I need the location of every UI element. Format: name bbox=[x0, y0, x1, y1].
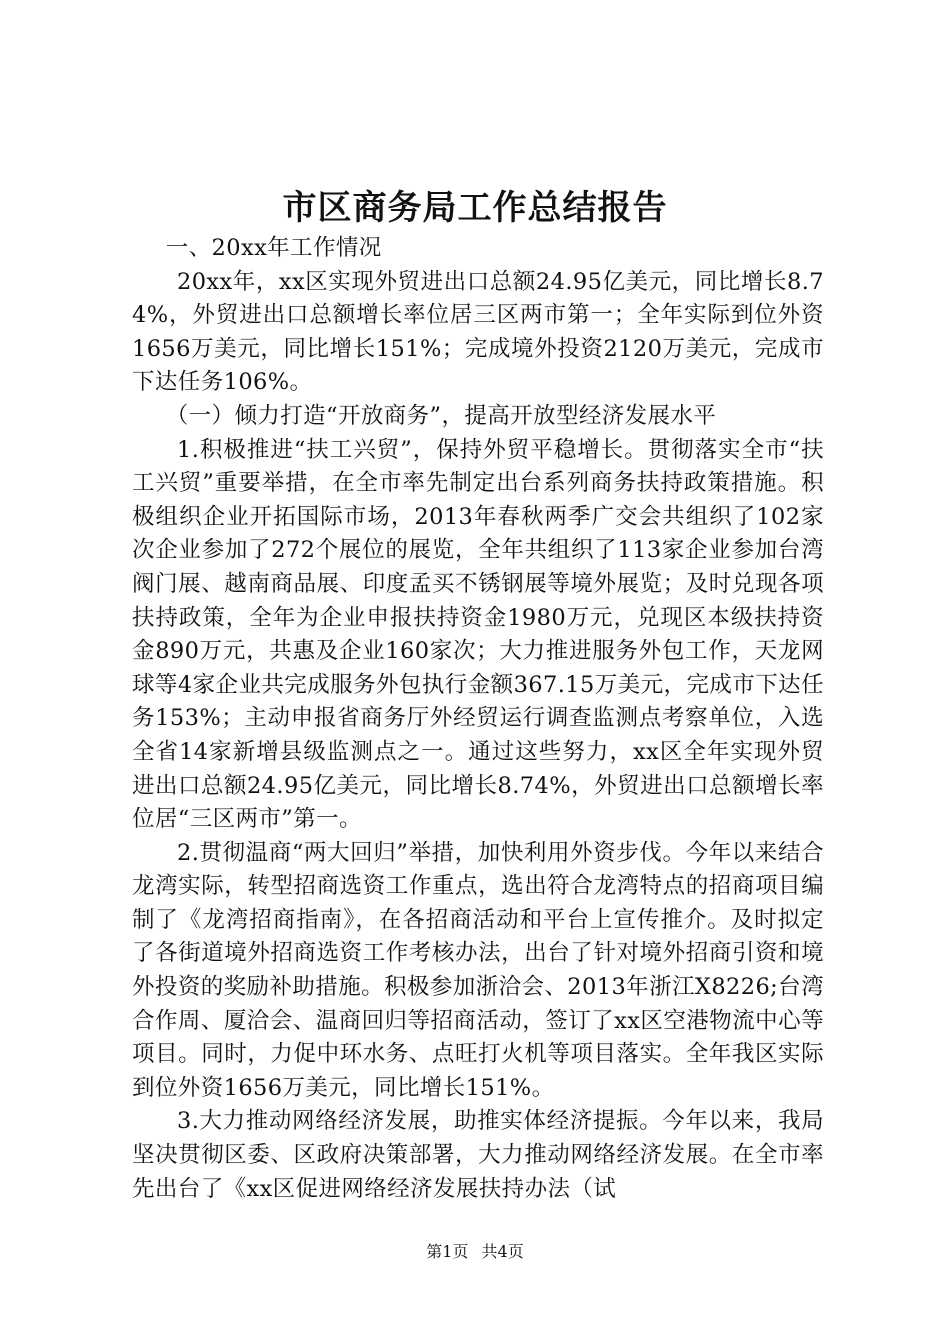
paragraph: 1.积极推进“扶工兴贸”，保持外贸平稳增长。贯彻落实全市“扶工兴贸”重要举措，在全市率先制定出台系列商务扶持政策措施。积极组织企业开拓国际市场，2013年春秋两季广交会共组织了102家次企业参加了272个展位的展览，全年共组织了113家企业参加台湾阀门展、越南商品展、印度孟买不锈钢展等境外展览；及时兑现各项扶持政策，全年为企业申报扶持资金1980万元，兑现区本级扶持资金890万元，共惠及企业160家次；大力推进服务外包工作，天龙网球等4家企业共完成服务外包执行金额367.15万美元，完成市下达任务153%；主动申报省商务厅外经贸运行调查监测点考察单位，入选全省14家新增县级监测点之一。通过这些努力，xx区全年实现外贸进出口总额24.95亿美元，同比增长8.74%，外贸进出口总额增长率位居“三区两市”第一。 bbox=[132, 436, 824, 833]
section-heading: 一、20xx年工作情况 bbox=[165, 235, 382, 261]
paragraph: 2.贯彻温商“两大回归”举措，加快利用外资步伐。今年以来结合龙湾实际，转型招商选资工作重点，选出符合龙湾特点的招商项目编制了《龙湾招商指南》，在各招商活动和平台上宣传推介。及时拟定了各街道境外招商选资工作考核办法，出台了针对境外招商引资和境外投资的奖励补助措施。积极参加浙洽会、2013年浙江X8226;台湾合作周、厦洽会、温商回归等招商活动，签订了xx区空港物流中心等项目。同时，力促中环水务、点旺打火机等项目落实。全年我区实际到位外资1656万美元，同比增长151%。 bbox=[132, 839, 824, 1101]
page-total: 共4页 bbox=[481, 1242, 524, 1261]
paragraph: 3.大力推动网络经济发展，助推实体经济提振。今年以来，我局坚决贯彻区委、区政府决策部署，大力推动网络经济发展。在全市率先出台了《xx区促进网络经济发展扶持办法（试 bbox=[132, 1108, 824, 1202]
subsection-heading: （一）倾力打造“开放商务”，提高开放型经济发展水平 bbox=[165, 402, 717, 429]
page-footer bbox=[0, 1240, 950, 1264]
document-body bbox=[132, 232, 824, 1206]
page-number: 第1页 bbox=[426, 1242, 469, 1261]
paragraph: 20xx年，xx区实现外贸进出口总额24.95亿美元，同比增长8.74%，外贸进出口总额增长率位居三区两市第一；全年实际到位外资1656万美元，同比增长151%；完成境外投资2120万美元，完成市下达任务106%。 bbox=[132, 268, 824, 396]
document-title: 市区商务局工作总结报告 bbox=[282, 188, 668, 228]
